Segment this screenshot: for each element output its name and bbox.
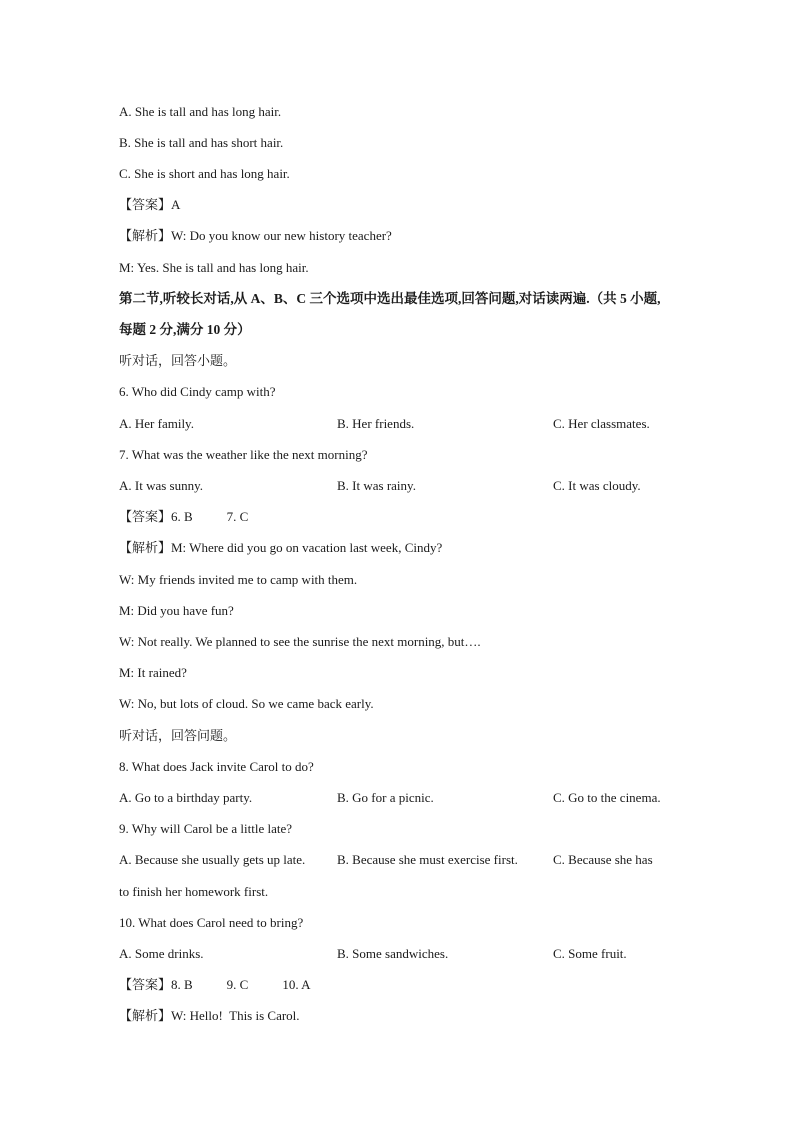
answer-line-8-10 bbox=[119, 977, 311, 993]
section-heading: 第二节,听较长对话,从 A、B、C 三个选项中选出最佳选项,回答问题,对话读两遍.（共 5 小题, bbox=[119, 291, 661, 306]
answer-10: 10. A bbox=[282, 977, 311, 992]
question-9: 9. Why will Carol be a little late? bbox=[119, 821, 293, 836]
analysis-line: 【解析】W: Do you know our new history teacher? bbox=[119, 228, 392, 243]
dialogue-line: W: My friends invited me to camp with them. bbox=[119, 572, 358, 587]
answer-line-6-7 bbox=[119, 509, 248, 525]
q9-option-c: C. Because she has bbox=[553, 852, 653, 867]
dialogue-line: W: No, but lots of cloud. So we came back early. bbox=[119, 696, 374, 711]
dialogue-line: W: Not really. We planned to see the sunrise the next morning, but…. bbox=[119, 634, 481, 649]
analysis-line: 【解析】W: Hello! This is Carol. bbox=[119, 1008, 300, 1023]
option-a-text: A. She is tall and has long hair. bbox=[119, 104, 282, 119]
q10-option-a: A. Some drinks. bbox=[119, 946, 204, 961]
analysis-line: 【解析】M: Where did you go on vacation last week, Cindy? bbox=[119, 540, 443, 555]
dialogue-line: M: It rained? bbox=[119, 665, 187, 680]
section-heading-cont: 每题 2 分,满分 10 分） bbox=[119, 322, 251, 337]
q9-option-b: B. Because she must exercise first. bbox=[337, 852, 518, 867]
answer-line: 【答案】A bbox=[119, 197, 181, 212]
dialogue-line: M: Did you have fun? bbox=[119, 603, 234, 618]
answer-6: 【答案】6. B bbox=[119, 509, 193, 524]
option-b-text: B. She is tall and has short hair. bbox=[119, 135, 284, 150]
q8-option-a: A. Go to a birthday party. bbox=[119, 790, 253, 805]
q7-option-b: B. It was rainy. bbox=[337, 478, 416, 493]
answer-8: 【答案】8. B bbox=[119, 977, 193, 992]
q10-option-c: C. Some fruit. bbox=[553, 946, 627, 961]
dialogue-line: M: Yes. She is tall and has long hair. bbox=[119, 260, 309, 275]
q7-option-a: A. It was sunny. bbox=[119, 478, 204, 493]
question-10: 10. What does Carol need to bring? bbox=[119, 915, 304, 930]
q9-option-a: A. Because she usually gets up late. bbox=[119, 852, 306, 867]
q8-option-c: C. Go to the cinema. bbox=[553, 790, 661, 805]
option-c-text: C. She is short and has long hair. bbox=[119, 166, 290, 181]
q8-option-b: B. Go for a picnic. bbox=[337, 790, 434, 805]
answer-7: 7. C bbox=[226, 509, 249, 524]
instruction-line: 听对话，回答小题。 bbox=[119, 353, 237, 368]
q9-option-c-cont: to finish her homework first. bbox=[119, 884, 269, 899]
q6-option-b: B. Her friends. bbox=[337, 416, 415, 431]
q6-option-c: C. Her classmates. bbox=[553, 416, 650, 431]
question-8: 8. What does Jack invite Carol to do? bbox=[119, 759, 314, 774]
answer-9: 9. C bbox=[226, 977, 249, 992]
q7-option-c: C. It was cloudy. bbox=[553, 478, 641, 493]
question-7: 7. What was the weather like the next morning? bbox=[119, 447, 368, 462]
question-6: 6. Who did Cindy camp with? bbox=[119, 384, 276, 399]
instruction-line: 听对话，回答问题。 bbox=[119, 728, 237, 743]
q10-option-b: B. Some sandwiches. bbox=[337, 946, 449, 961]
q6-option-a: A. Her family. bbox=[119, 416, 194, 431]
